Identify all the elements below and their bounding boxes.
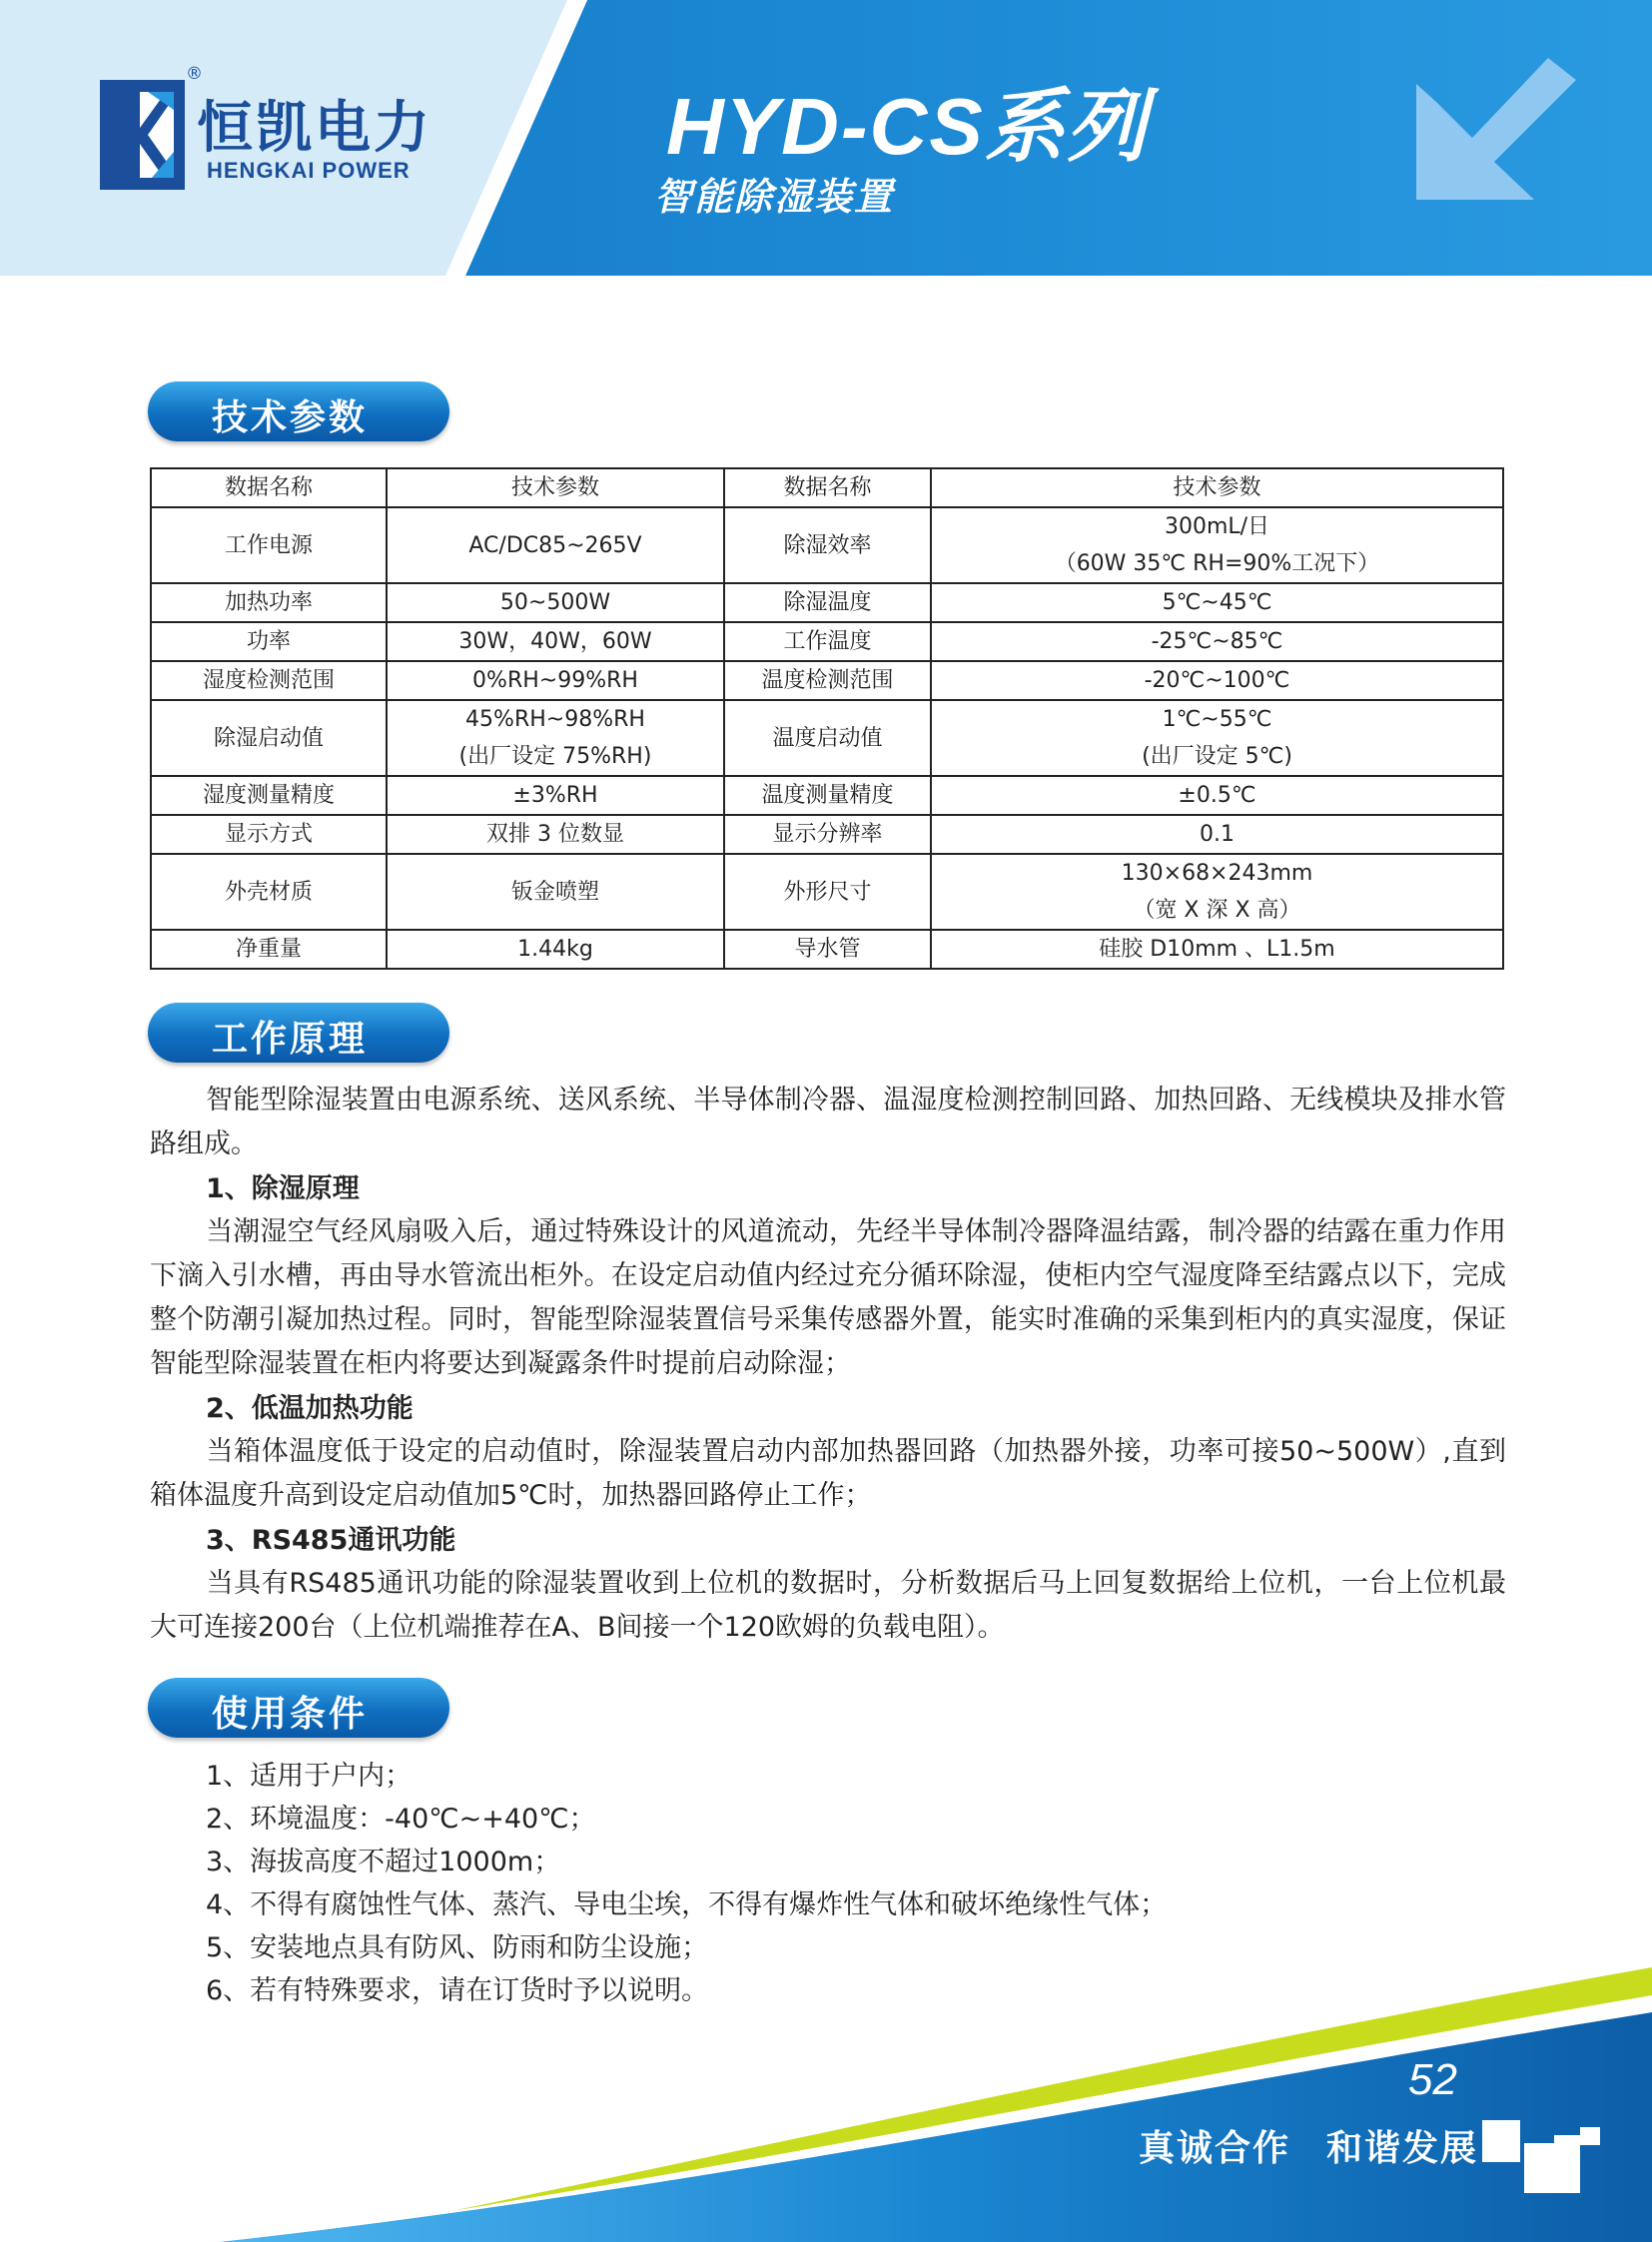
table-cell: 30W，40W，60W: [387, 622, 724, 661]
arrow-down-left-icon: [1416, 58, 1576, 218]
table-cell: 显示方式: [151, 815, 387, 854]
company-name-cn: 恒凯电力: [197, 96, 432, 161]
table-header-row: [151, 468, 1503, 507]
table-cell: 5℃~45℃: [931, 583, 1503, 622]
table-cell: [387, 700, 724, 776]
table-row: [151, 776, 1503, 815]
page-number: 52: [1408, 2055, 1457, 2104]
table-row: [151, 583, 1503, 622]
company-name-en: HENGKAI POWER: [207, 158, 411, 183]
section-title-principle: [148, 1003, 449, 1063]
table-cell: 1.44kg: [387, 930, 724, 969]
table-cell: [931, 700, 1503, 776]
company-logo-icon: [100, 80, 185, 190]
cell-line: 1℃~55℃: [1162, 707, 1272, 732]
table-row: [151, 700, 1503, 776]
table-cell: 除湿温度: [724, 583, 931, 622]
table-cell: -20℃~100℃: [931, 661, 1503, 700]
condition-item: 2、环境温度：-40℃~+40℃；: [206, 1804, 596, 1835]
table-header-cell: 数据名称: [151, 468, 387, 507]
principle-paragraph-dehumidify: [150, 1210, 1506, 1386]
principle-paragraph-rs485: [150, 1562, 1506, 1650]
principle-paragraph-text: 当具有RS485通讯功能的除湿装置收到上位机的数据时，分析数据后马上回复数据给上位机，一台上位机最大可连接200台（上位机端推荐在A、B间接一个120欧姆的负载电阻）。: [150, 1568, 1506, 1643]
table-cell: 温度测量精度: [724, 776, 931, 815]
section-title-principle-label: 工作原理: [212, 1019, 369, 1060]
table-row: [151, 507, 1503, 583]
condition-item: 3、海拔高度不超过1000m；: [206, 1847, 561, 1877]
table-cell: 温度检测范围: [724, 661, 931, 700]
condition-item: 4、不得有腐蚀性气体、蒸汽、导电尘埃，不得有爆炸性气体和破坏绝缘性气体；: [206, 1889, 1168, 1920]
table-row: [151, 930, 1503, 969]
table-row: [151, 661, 1503, 700]
section-title-specs: [148, 381, 449, 441]
principle-intro-text: 智能型除湿装置由电源系统、送风系统、半导体制冷器、温湿度检测控制回路、加热回路、无线模块及排水管路组成。: [150, 1085, 1506, 1159]
principle-heading-heating: 2、低温加热功能: [206, 1393, 413, 1424]
table-cell: 湿度测量精度: [151, 776, 387, 815]
cell-line: (出厂设定 5℃): [1142, 744, 1292, 769]
spec-table: [150, 467, 1504, 970]
table-row: [151, 854, 1503, 930]
series-subtitle: 智能除湿装置: [654, 175, 895, 219]
table-cell: 0.1: [931, 815, 1503, 854]
table-row: [151, 622, 1503, 661]
table-cell: 温度启动值: [724, 700, 931, 776]
cell-line: 130×68×243mm: [1121, 861, 1313, 886]
registered-mark: ®: [186, 64, 203, 84]
section-title-conditions-label: 使用条件: [212, 1694, 369, 1735]
principle-paragraph-text: 当箱体温度低于设定的启动值时，除湿装置启动内部加热器回路（加热器外接，功率可接50~500W）,直到箱体温度升高到设定启动值加5℃时，加热器回路停止工作；: [150, 1436, 1506, 1511]
principle-intro: [150, 1079, 1506, 1166]
footer-wave-decoration: [0, 1957, 1652, 2242]
page-header: [0, 0, 1652, 276]
principle-paragraph-text: 当潮湿空气经风扇吸入后，通过特殊设计的风道流动，先经半导体制冷器降温结露，制冷器的结露在重力作用下滴入引水槽，再由导水管流出柜外。在设定启动值内经过充分循环除湿，使柜内空气湿度降至结露点以下，完成整个防潮引凝加热过程。同时，智能型除湿装置信号采集传感器外置，能实时准确的采集到柜内的真实湿度，保证智能型除湿装置在柜内将要达到凝露条件时提前启动除湿；: [150, 1216, 1506, 1379]
condition-item: 1、适用于户内；: [206, 1761, 413, 1792]
table-cell: 净重量: [151, 930, 387, 969]
table-cell: AC/DC85~265V: [387, 507, 724, 583]
section-title-conditions: [148, 1678, 449, 1738]
table-cell: ±3%RH: [387, 776, 724, 815]
cell-line: (出厂设定 75%RH): [458, 744, 652, 769]
table-header-cell: 技术参数: [387, 468, 724, 507]
condition-item: 5、安装地点具有防风、防雨和防尘设施；: [206, 1932, 709, 1963]
table-cell: 除湿效率: [724, 507, 931, 583]
table-cell: 工作电源: [151, 507, 387, 583]
table-header-cell: 数据名称: [724, 468, 931, 507]
table-cell: [931, 854, 1503, 930]
principle-heading-rs485: 3、RS485通讯功能: [206, 1525, 456, 1556]
table-cell: 50~500W: [387, 583, 724, 622]
table-header-cell: 技术参数: [931, 468, 1503, 507]
principle-heading-dehumidify: 1、除湿原理: [206, 1173, 360, 1204]
principle-paragraph-heating: [150, 1430, 1506, 1518]
footer-slogan: [1139, 2120, 1478, 2171]
section-title-specs-label: 技术参数: [212, 397, 369, 438]
table-cell: 功率: [151, 622, 387, 661]
table-cell: 除湿启动值: [151, 700, 387, 776]
table-cell: 显示分辨率: [724, 815, 931, 854]
cell-line: （60W 35℃ RH=90%工况下）: [1054, 551, 1380, 576]
table-cell: 外形尺寸: [724, 854, 931, 930]
table-cell: -25℃~85℃: [931, 622, 1503, 661]
table-cell: 双排 3 位数显: [387, 815, 724, 854]
slogan-right: 和谐发展: [1326, 2128, 1479, 2169]
table-cell: [931, 507, 1503, 583]
table-cell: ±0.5℃: [931, 776, 1503, 815]
table-cell: 工作温度: [724, 622, 931, 661]
cell-line: （宽 X 深 X 高）: [1133, 898, 1301, 923]
table-cell: 导水管: [724, 930, 931, 969]
table-cell: 硅胶 D10mm 、L1.5m: [931, 930, 1503, 969]
table-cell: 湿度检测范围: [151, 661, 387, 700]
table-row: [151, 815, 1503, 854]
table-cell: 钣金喷塑: [387, 854, 724, 930]
cell-line: 45%RH~98%RH: [465, 707, 645, 732]
condition-item: 6、若有特殊要求，请在订货时予以说明。: [206, 1975, 709, 2006]
cell-line: 300mL/日: [1164, 514, 1270, 539]
table-cell: 0%RH~99%RH: [387, 661, 724, 700]
slogan-left: 真诚合作: [1139, 2128, 1291, 2169]
table-cell: 外壳材质: [151, 854, 387, 930]
series-title: HYD-CS系列: [666, 82, 1149, 171]
table-cell: 加热功率: [151, 583, 387, 622]
